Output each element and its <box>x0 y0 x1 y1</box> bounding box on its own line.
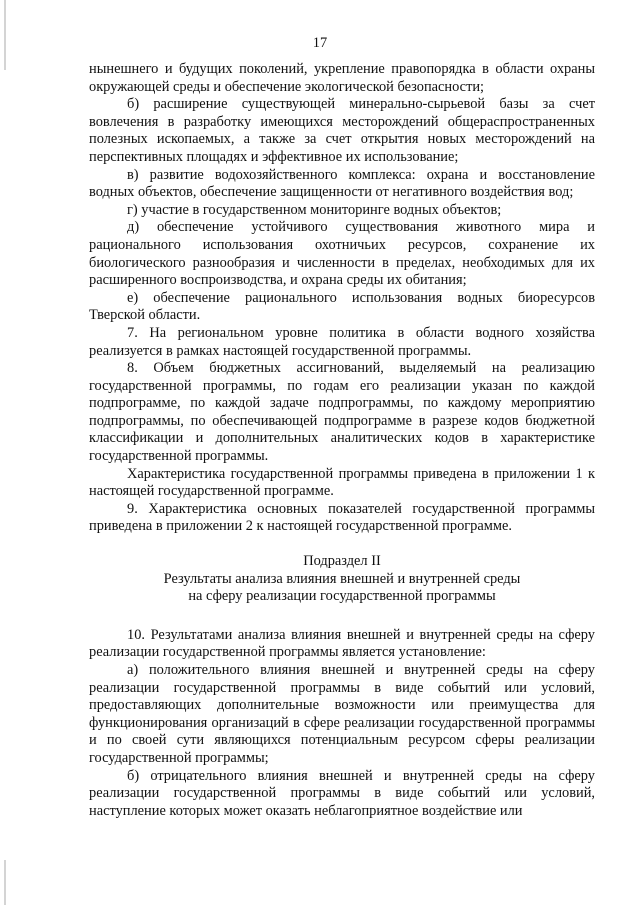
paragraph: 7. На региональном уровне политика в области водного хозяйства реализуется в рамках настоящей государственной программы. <box>89 324 595 359</box>
subsection-label: Подраздел II <box>303 553 381 570</box>
paragraph: нынешнего и будущих поколений, укрепление правопорядка в области охраны окружающей среды и обеспечение экологической безопасности; <box>89 61 595 95</box>
paragraph: 10. Результатами анализа влияния внешней и внутренней среды на сферу реализации государственной программы является установление: <box>89 626 595 661</box>
paragraph: 9. Характеристика основных показателей государственной программы приведена в приложении 2 к настоящей государственной программе. <box>89 500 595 535</box>
paragraph: д) обеспечение устойчивого существования животного мира и рационального использования охотничьих ресурсов, сохранение их биологического разнообразия и численности в пределах, необходимых для их расширенного воспроизводства, и охрана среды их обитания; <box>89 219 595 289</box>
paragraph: Характеристика государственной программы приведена в приложении 1 к настоящей государственной программе. <box>89 465 595 500</box>
paragraph: г) участие в государственном мониторинге водных объектов; <box>127 201 502 218</box>
paragraph: б) расширение существующей минерально-сырьевой базы за счет вовлечения в разработку имеющихся месторождений общераспространенных полезных ископаемых, а также за счет открытия новых месторождений на перспективных площадях и эффективное их использование; <box>89 96 595 165</box>
scan-edge-mark <box>4 860 6 905</box>
paragraph: а) положительного влияния внешней и внутренней среды на сферу реализации государственной программы в виде событий или условий, предоставляющих дополнительные возможности или преимущества для функционирования организаций в сфере реализации государственной программы и по своей сути являющихся потенциальным ресурсом сферы реализации государственной программы; <box>89 662 595 766</box>
body-text <box>89 61 595 820</box>
paragraph: б) отрицательного влияния внешней и внутренней среды на сферу реализации государственной программы в виде событий или условий, наступление которых может оказать неблагоприятное воздействие или <box>89 767 595 819</box>
subsection-title-line: Результаты анализа влияния внешней и внутренней среды <box>163 570 521 587</box>
paragraph: е) обеспечение рационального использования водных биоресурсов Тверской области. <box>89 289 595 324</box>
page-number: 17 <box>312 35 328 51</box>
paragraph: в) развитие водохозяйственного комплекса: охрана и восстановление водных объектов, обеспечение защищенности от негативного воздействия вод; <box>89 166 595 201</box>
paragraph: 8. Объем бюджетных ассигнований, выделяемый на реализацию государственной программы, по годам его реализации указан по каждой подпрограмме, по каждой задаче подпрограммы, по каждому мероприятию подпрограммы, по обеспечивающей подпрограмме в разрезе кодов бюджетной классификации и дополнительных аналитических кодов в характеристике государственной программы. <box>89 360 595 465</box>
subsection-title-line: на сферу реализации государственной программы <box>188 588 496 605</box>
